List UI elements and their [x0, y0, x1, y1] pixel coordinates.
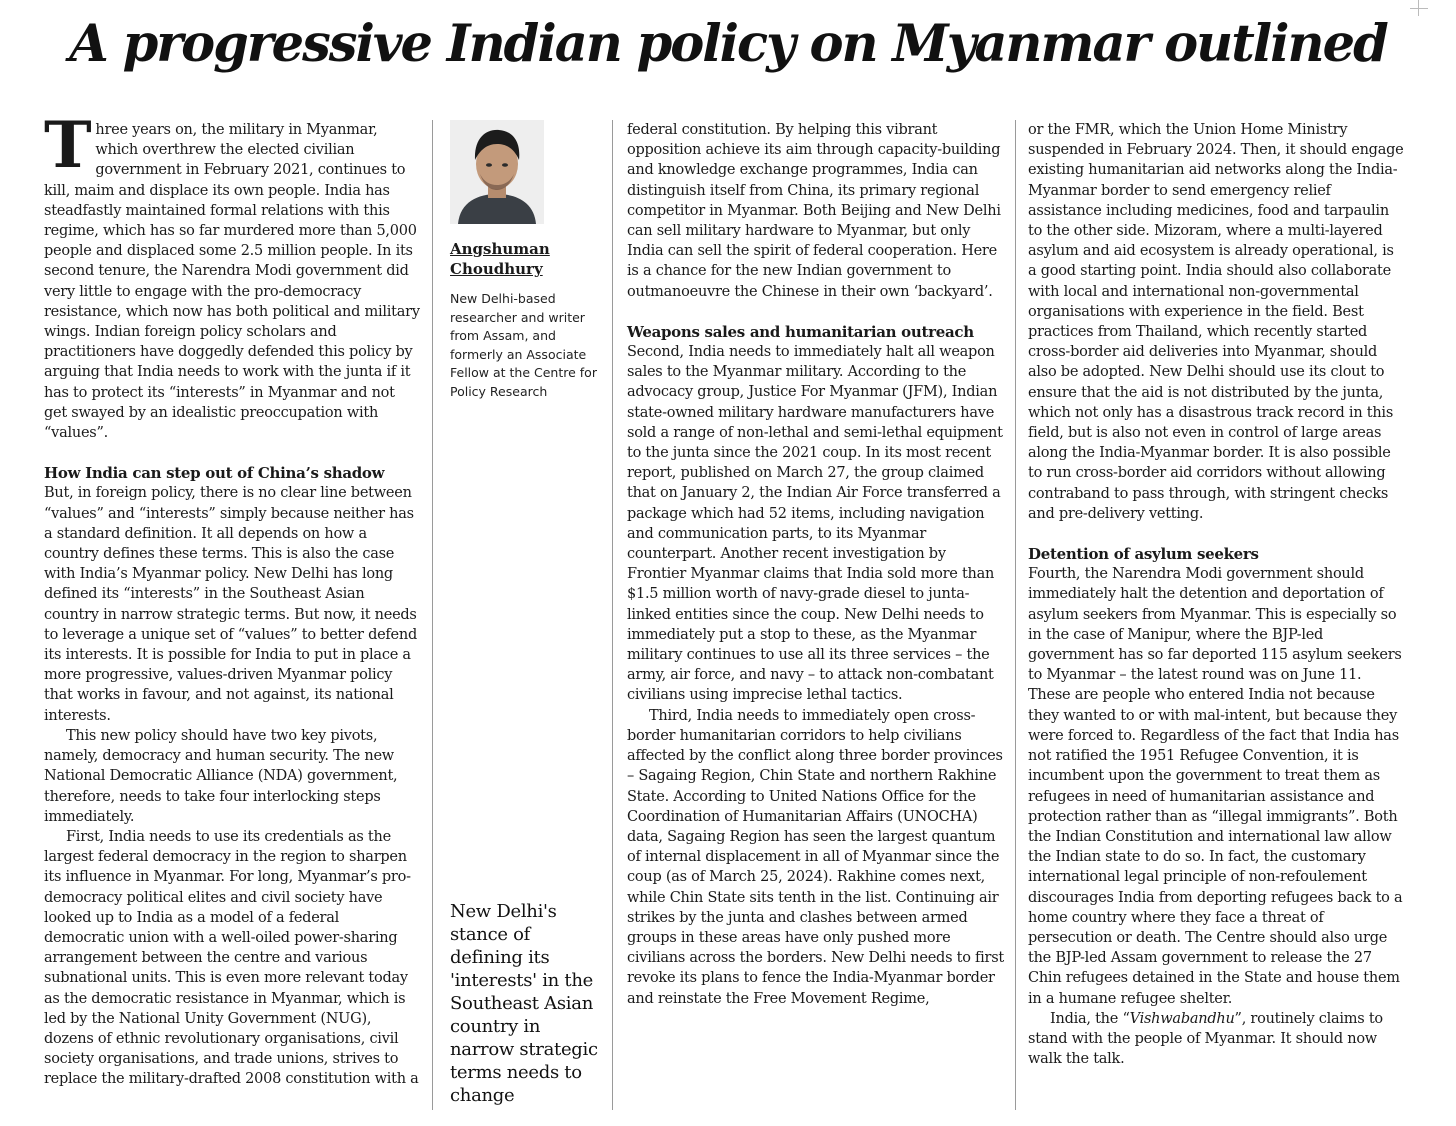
- author-bio: New Delhi-based researcher and writer from Assam, and formerly an Associate Fellow at the Centre for Policy Research: [450, 291, 597, 399]
- paragraph: Fourth, the Narendra Modi government should immediately halt the detention and deportation of asylum seekers from Myanmar. This is especially so in the case of Manipur, where the BJP-led government has so far deported 115 asylum seekers to Myanmar – the latest round was on June 11. These are people who entered India not because they wanted to or with mal-intent, but because they were forced to. Regardless of the fact that India has not ratified the 1951 Refugee Convention, it is incumbent upon the government to treat them as refugees in need of humanitarian assistance and protection rather than as “illegal immigrants”. Both the Indian Constitution and international law allow the Indian state to do so. In fact, the customary international legal principle of non-refoulement discourages India from deporting refugees back to a home country where they face a threat of persecution or death. The Centre should also urge the BJP-led Assam government to release the 27 Chin refugees detained in the State and house them in a humane refugee shelter.: [1028, 566, 1403, 1007]
- paragraph: Second, India needs to immediately halt all weapon sales to the Myanmar military. According to the advocacy group, Justice For Myanmar (JFM), Indian state-owned military hardware manufacturers have sold a range of non-lethal and semi-lethal equipment to the junta since the 2021 coup. In its most recent report, published on March 27, the group claimed that on January 2, the Indian Air Force transferred a package which had 52 items, including navigation and communication parts, to its Myanmar counterpart. Another recent investigation by Frontier Myanmar claims that India sold more than $1.5 million worth of navy-grade diesel to junta-linked entities since the coup. New Delhi needs to immediately put a stop to these, as the Myanmar military continues to use all its three services – the army, air force, and navy – to attack non-combatant civilians using imprecise lethal tactics.: [627, 344, 1003, 704]
- paragraph: Third, India needs to immediately open cross-border humanitarian corridors to help civilians affected by the conflict along three border provinces – Sagaing Region, Chin State and northern Rakhine State. According to United Nations Office for the Coordination of Humanitarian Affairs (UNOCHA) data, Sagaing Region has seen the largest quantum of internal displacement in all of Myanmar since the coup (as of March 25, 2024). Rakhine comes next, while Chin State sits tenth in the list. Continuing air strikes by the junta and clashes between armed groups in these areas have only pushed more civilians across the borders. New Delhi needs to first revoke its plans to fence the India-Myanmar border and reinstate the Free Movement Regime,: [627, 707, 1004, 1007]
- subheading: Detention of asylum seekers: [1028, 545, 1259, 564]
- paragraph: federal constitution. By helping this vibrant opposition achieve its aim through capacity-building and knowledge exchange programmes, India can distinguish itself from China, its primary regional competitor in Myanmar. Both Beijing and New Delhi can sell military hardware to Myanmar, but only India can sell the spirit of federal cooperation. Here is a chance for the new Indian government to outmanoeuvre the Chinese in their own ‘backyard’.: [627, 122, 1001, 300]
- paragraph: First, India needs to use its credentials as the largest federal democracy in the region to sharpen its influence in Myanmar. For long, Myanmar’s pro-democracy political elites and civil society have looked up to India as a model of a federal democratic union with a well-oiled power-sharing arrangement between the centre and various subnational units. This is even more relevant today as the democratic resistance in Myanmar, which is led by the National Unity Government (NUG), dozens of ethnic revolutionary organisations, civil society organisations, and trade unions, strives to replace the military-drafted 2008 constitution with a: [44, 828, 419, 1088]
- headline: A progressive Indian policy on Myanmar outlined: [69, 14, 1387, 74]
- column-rule: [612, 120, 613, 1110]
- paragraph: But, in foreign policy, there is no clear line between “values” and “interests” simply because neither has a standard definition. It all depends on how a country defines these terms. This is also the case with India’s Myanmar policy. New Delhi has long defined its “interests” in the Southeast Asian country in narrow strategic terms. But now, it needs to leverage a unique set of “values” to better defend its interests. It is possible for India to put in place a more progressive, values-driven Myanmar policy that works in favour, and not against, its national interests.: [44, 485, 418, 724]
- column-rule: [1015, 120, 1016, 1110]
- paragraph: This new policy should have two key pivots, namely, democracy and human security. The new National Democratic Alliance (NDA) government, therefore, needs to take four interlocking steps immediately.: [44, 727, 398, 825]
- subheading: How India can step out of China’s shadow: [44, 464, 385, 483]
- subheading: Weapons sales and humanitarian outreach: [627, 322, 974, 341]
- author-name[interactable]: Angshuman Choudhury: [450, 240, 550, 278]
- emphasis: Vishwabandhu: [1129, 1010, 1235, 1027]
- paragraph: or the FMR, which the Union Home Ministry suspended in February 2024. Then, it should engage existing humanitarian aid networks along the India-Myanmar border to send emergency relief assistance including medicines, food and tarpaulin to the other side. Mizoram, where a multi-layered asylum and aid ecosystem is already operational, is a good starting point. India should also collaborate with local and international non-governmental organisations with experience in the field. Best practices from Thailand, which recently started cross-border aid deliveries into Myanmar, should also be adopted. New Delhi should use its clout to ensure that the aid is not distributed by the junta, which not only has a disastrous track record in this field, but is also not even in control of large areas along the India-Myanmar border. It is also possible to run cross-border aid corridors without allowing contraband to pass through, with stringent checks and pre-delivery vetting.: [1028, 122, 1404, 522]
- paragraph: India, the “Vishwabandhu”, routinely claims to stand with the people of Myanmar. It should now walk the talk.: [1028, 1010, 1383, 1068]
- author-box: [450, 120, 600, 401]
- pull-quote: New Delhi's stance of defining its 'interests' in the Southeast Asian country in narrow strategic terms needs to change: [450, 901, 598, 1106]
- article-column-4: [1028, 120, 1406, 1069]
- author-photo: [450, 120, 544, 224]
- article-column-1: [44, 108, 420, 1090]
- drop-cap: T: [44, 108, 92, 183]
- paragraph: Three years on, the military in Myanmar, which overthrew the elected civilian government in February 2021, continues to kill, maim and displace its own people. India has steadfastly maintained formal relations with this regime, which has so far murdered more than 5,000 people and displaced some 2.5 million people. In its second tenure, the Narendra Modi government did very little to engage with the pro-democracy resistance, which now has both political and military wings. Indian foreign policy scholars and practitioners have doggedly defended this policy by arguing that India needs to work with the junta if it has to protect its “interests” in Myanmar and not get swayed by an idealistic preoccupation with “values”.: [44, 108, 420, 442]
- article-column-3: [627, 120, 1005, 1009]
- column-rule: [432, 120, 433, 1110]
